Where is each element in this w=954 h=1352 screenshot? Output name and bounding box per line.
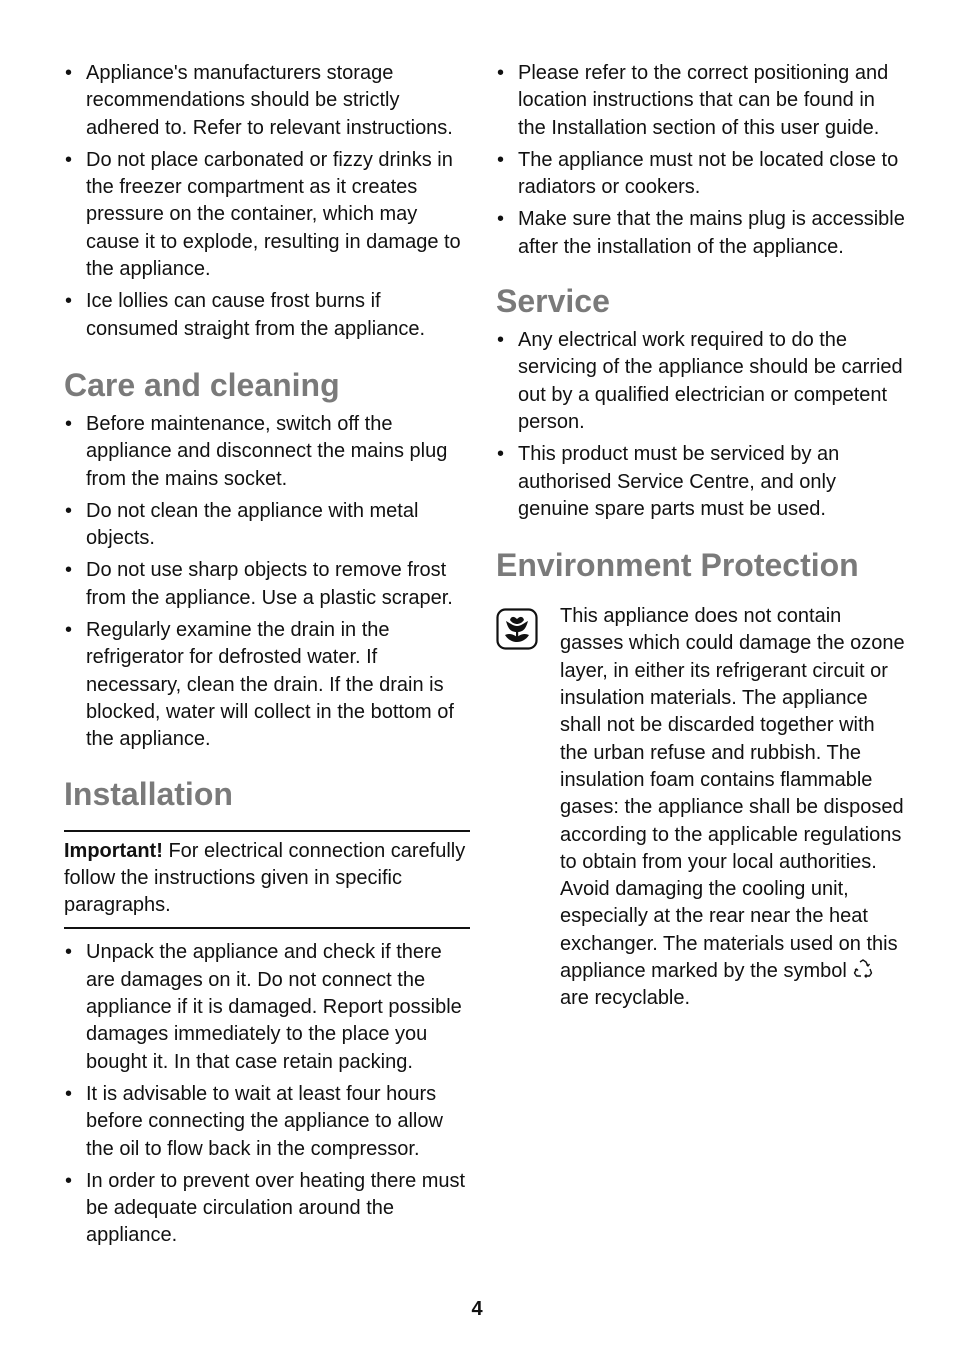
list-item: • Ice lollies can cause frost burns if consumed straight from the appliance. — [64, 288, 470, 343]
environment-flower-icon — [496, 608, 538, 650]
installation-heading: Installation — [64, 775, 233, 812]
list-item: • The appliance must not be located close to radiators or cookers. — [496, 147, 906, 202]
environment-text-part-1: This appliance does not contain gasses which could damage the ozone layer, in either its refrigerant circuit or insulation materials. The appliance shall not be discarded together with the urban refuse and rubbish. The insulation foam contains flammable gases: the appliance shall be disposed according to the applicable regulations to obtain from your local authorities. Avoid damaging the cooling unit, especially at the rear near the heat exchanger. The materials used on this appliance marked by the symbol — [560, 605, 905, 983]
important-note — [64, 830, 470, 930]
list-item: • This product must be serviced by an authorised Service Centre, and only genuine spare parts must be used. — [496, 441, 906, 523]
list-item: • Regularly examine the drain in the refrigerator for defrosted water. If necessary, clean the drain. If the drain is blocked, water will collect in the bottom of the appliance. — [64, 617, 470, 753]
list-item: • Make sure that the mains plug is accessible after the installation of the appliance. — [496, 206, 906, 261]
positioning-bullet-list — [496, 60, 906, 261]
environment-paragraph — [560, 603, 906, 1012]
service-heading: Service — [496, 283, 610, 320]
list-item: • It is advisable to wait at least four hours before connecting the appliance to allow the oil to flow back in the compressor. — [64, 1081, 470, 1163]
care-cleaning-heading: Care and cleaning — [64, 366, 340, 403]
care-bullet-list — [64, 411, 470, 754]
list-item: • Do not place carbonated or fizzy drinks in the freezer compartment as it creates pressure on the container, which may cause it to explode, resulting in damage to the appliance. — [64, 147, 470, 283]
list-item: • In order to prevent over heating there must be adequate circulation around the appliance. — [64, 1168, 470, 1250]
list-item: • Please refer to the correct positioning and location instructions that can be found in the Installation section of this user guide. — [496, 60, 906, 142]
environment-paragraph-row — [496, 603, 906, 1012]
installation-bullet-list — [64, 939, 470, 1249]
intro-bullet-list — [64, 60, 470, 343]
recycle-icon — [852, 958, 874, 980]
list-item: • Before maintenance, switch off the appliance and disconnect the mains plug from the mains socket. — [64, 411, 470, 493]
environment-protection-heading: Environment Protection — [496, 547, 859, 584]
list-item: • Do not use sharp objects to remove frost from the appliance. Use a plastic scraper. — [64, 557, 470, 612]
environment-text-part-2: are recyclable. — [560, 987, 691, 1010]
right-column — [496, 60, 906, 1013]
service-bullet-list — [496, 327, 906, 523]
page-number: 4 — [471, 1298, 483, 1320]
list-item: • Appliance's manufacturers storage recommendations should be strictly adhered to. Refer to relevant instructions. — [64, 60, 470, 142]
list-item: • Unpack the appliance and check if there are damages on it. Do not connect the appliance if it is damaged. Report possible damages immediately to the place you bought it. In that case retain packing. — [64, 939, 470, 1075]
list-item: • Do not clean the appliance with metal objects. — [64, 498, 470, 553]
left-column — [64, 60, 470, 1255]
important-text: For electrical connection carefully follow the instructions given in specific paragraphs. — [64, 839, 466, 917]
list-item: • Any electrical work required to do the servicing of the appliance should be carried out by a qualified electrician or competent person. — [496, 327, 906, 436]
important-label: Important! — [64, 839, 163, 862]
